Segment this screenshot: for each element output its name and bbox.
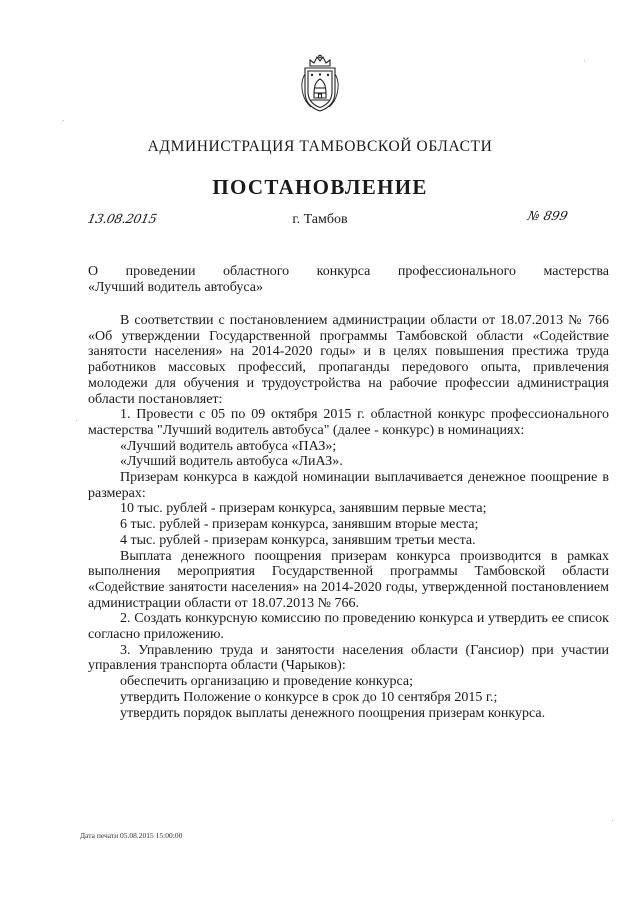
subject-word: конкурса bbox=[316, 264, 371, 279]
document-body bbox=[88, 313, 609, 721]
handwritten-date: 13.08.2015 bbox=[86, 211, 159, 226]
city-label: г. Тамбов bbox=[292, 212, 348, 227]
item-3-paragraph: 3. Управлению труда и занятости населения области (Гансиор) при участии управления транспорта области (Чарыков): bbox=[88, 642, 609, 674]
tambov-coat-of-arms-icon bbox=[297, 54, 343, 114]
scan-speck bbox=[612, 820, 613, 821]
organization-name: АДМИНИСТРАЦИЯ ТАМБОВСКОЙ ОБЛАСТИ bbox=[147, 138, 493, 155]
payment-paragraph: Выплата денежного поощрения призерам конкурса производится в рамках выполнения мероприятия Государственной программы Тамбовской области «Содействие занятости населения» на 2014-2020 годы, утвержденной постановлением администрации области от 18.07.2013 № 766. bbox=[88, 548, 609, 611]
subject-line-2: «Лучший водитель автобуса» bbox=[88, 279, 263, 295]
prize-second-place: 6 тыс. рублей - призерам конкурса, занявшим вторые места; bbox=[120, 517, 479, 533]
subject-word: О bbox=[88, 264, 99, 279]
item-3-task-b: утвердить Положение о конкурсе в срок до 10 сентября 2015 г.; bbox=[120, 689, 498, 705]
document-subject bbox=[88, 264, 609, 295]
handwritten-number: № 899 bbox=[526, 208, 570, 223]
item-3-task-c: утвердить порядок выплаты денежного поощрения призерам конкурса. bbox=[120, 705, 546, 721]
subject-word: профессионального bbox=[397, 264, 517, 279]
subject-word: проведении bbox=[125, 264, 196, 279]
scan-speck bbox=[76, 420, 77, 421]
subject-word: мастерства bbox=[543, 264, 609, 279]
item-1-paragraph: 1. Провести с 05 по 09 октября 2015 г. областной конкурс профессионального мастерства "Лучший водитель автобуса" (далее - конкурс) в номинациях: bbox=[88, 407, 609, 438]
prize-first-place: 10 тыс. рублей - призерам конкурса, занявшим первые места; bbox=[120, 501, 487, 517]
item-2-paragraph: 2. Создать конкурсную комиссию по проведению конкурса и утвердить ее список согласно приложению. bbox=[88, 611, 609, 643]
document-type-title: ПОСТАНОВЛЕНИЕ bbox=[212, 175, 428, 199]
prize-third-place: 4 тыс. рублей - призерам конкурса, занявшим третьи места. bbox=[120, 532, 476, 548]
subject-word: областного bbox=[222, 264, 290, 279]
print-date-footer: Дата печати 05.08.2015 15:00:00 bbox=[80, 831, 183, 840]
nomination-1: «Лучший водитель автобуса «ПАЗ»; bbox=[120, 438, 337, 454]
prize-intro-paragraph: Призерам конкурса в каждой номинации выплачивается денежное поощрение в размерах: bbox=[88, 470, 609, 501]
scan-speck bbox=[584, 60, 585, 61]
preamble-paragraph: В соответствии с постановлением администрации области от 18.07.2013 № 766 «Об утверждении Государственной программы Тамбовской области «Содействие занятости населения» на 2014-2020 годы» и в целях повышения престижа труда работников массовых профессий, пропаганды передового опыта, привлечения молодежи для обучения и трудоустройства на рабочие профессии администрация области постановляет: bbox=[88, 313, 609, 407]
item-3-task-a: обеспечить организацию и проведение конкурса; bbox=[120, 674, 413, 690]
scan-speck bbox=[63, 120, 64, 121]
subject-line-1 bbox=[88, 264, 609, 280]
nomination-2: «Лучший водитель автобуса «ЛиАЗ». bbox=[120, 454, 343, 470]
